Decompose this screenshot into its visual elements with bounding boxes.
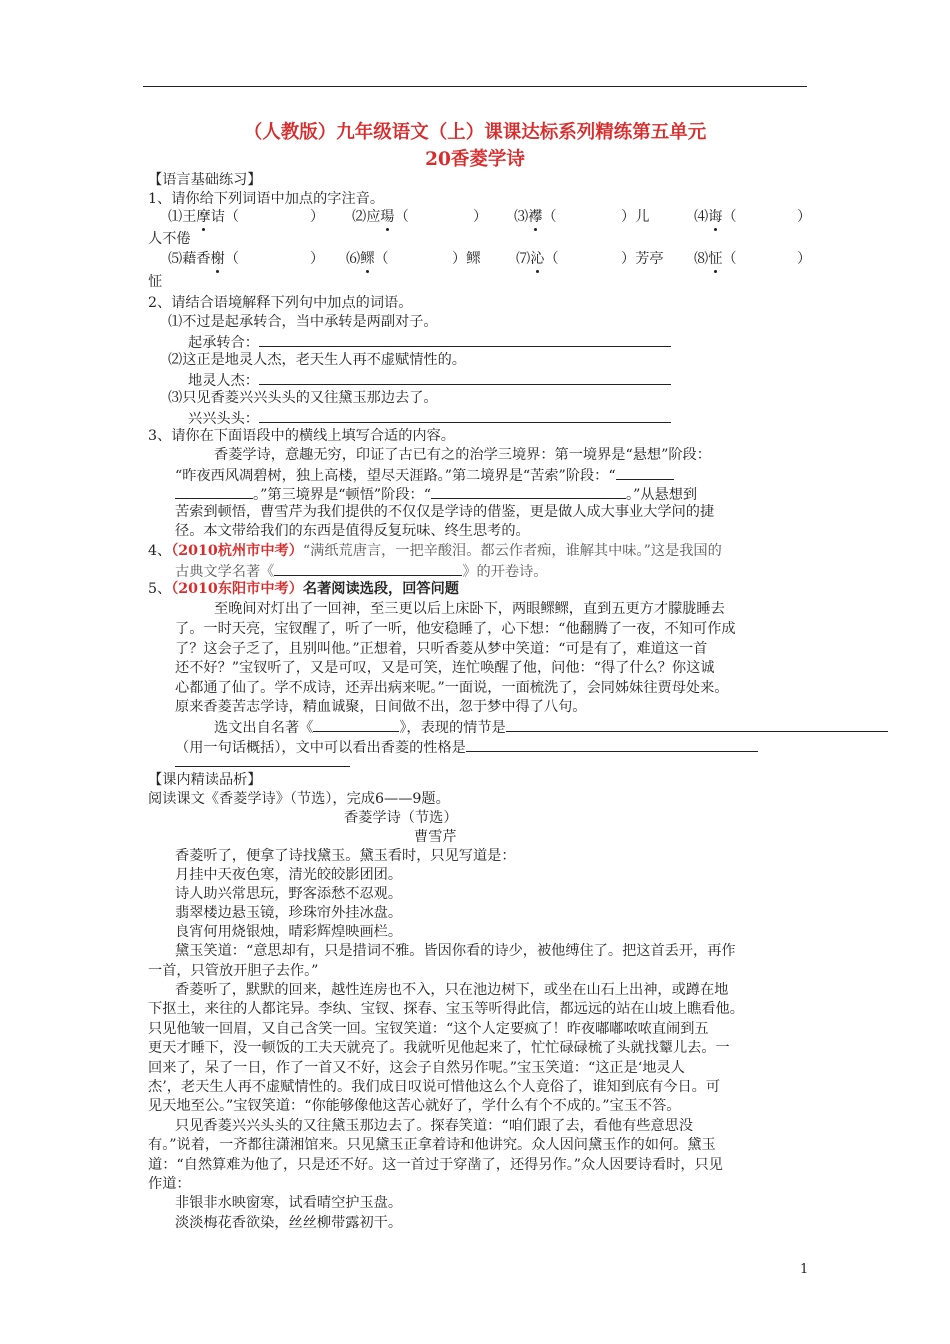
q3-blank-1b[interactable]: [175, 484, 253, 499]
q4-line-2: 古典文学名著《 》的开卷诗。: [175, 561, 547, 582]
q2-label-2: 地灵人杰：: [188, 370, 671, 391]
q5-ask-1: 选文出自名著《 》，表现的情节是: [214, 717, 888, 738]
top-rule: [143, 86, 807, 87]
q3-line-3: 。”第三境界是“顿悟”阶段：“ 。”从悬想到: [175, 484, 697, 505]
q1-item-5: ⑸藉香榭（: [168, 251, 239, 267]
q1-item-8-close: ）: [797, 251, 812, 267]
reading-poem-2: 诗人助兴常思玩，野客添愁不忍观。: [175, 886, 403, 902]
q1-item-4: ⑷诲（: [694, 209, 737, 225]
q5-para-3: 了？这会子乏了，且别叫他。”正想着，只听香菱从梦中笑道：“可是有了，难道这一首: [175, 641, 708, 657]
reading-author: 曹雪芹: [414, 829, 457, 845]
q2-sentence-3: ⑶只见香菱兴兴头头的又往黛玉那边去了。: [168, 390, 438, 406]
reading-para-line-9: 只见香菱兴兴头头的又往黛玉那边去了。探春笑道：“咱们跟了去，看他有些意思没: [175, 1118, 694, 1134]
reading-para-line-10: 有。”说着，一齐都往潇湘馆来。只见黛玉正拿着诗和他讲究。众人因问黛玉作的如何。黛玉: [148, 1137, 716, 1153]
q1-stem: 1、请你给下列词语中加点的字注音。: [148, 191, 385, 207]
q5-header: 5、（2010东阳市中考）名著阅读选段，回答问题: [148, 581, 459, 597]
q5-para-6: 原来香菱苦志学诗，精血诚聚，日间做不出，忽于梦中得了八句。: [175, 699, 587, 715]
q3-line-1: 香菱学诗，意趣无穷，印证了古已有之的治学三境界：第一境界是“悬想”阶段：: [214, 447, 711, 463]
section-header-basic: 【语言基础练习】: [148, 172, 262, 188]
q4-source: （2010杭州市中考）: [171, 543, 303, 559]
reading-poem-1: 月挂中天夜色寒，清光皎皎影团团。: [175, 867, 403, 883]
reading-poem-3: 翡翠楼边悬玉镜，珍珠帘外挂冰盘。: [175, 905, 403, 921]
q1-item-5-close: ）: [310, 251, 325, 267]
doc-title-line1: （人教版）九年级语文（上）课课达标系列精练第五单元: [243, 122, 707, 143]
q3-blank-1a[interactable]: [616, 465, 674, 480]
q5-para-4: 还不好？”宝钗听了，又是可叹，又是可笑，连忙唤醒了他，问他：“得了什么？你这诚: [175, 660, 715, 676]
doc-title-line2: 20香菱学诗: [425, 149, 525, 170]
reading-para-line-1: 一首，只管放开胆子去作。”: [148, 963, 319, 979]
q5-para-1: 至晚间对灯出了一回神，至三更以后上床卧下，两眼鳏鳏，直到五更方才朦胧睡去: [214, 601, 725, 617]
q2-answer-3-line[interactable]: [259, 408, 671, 423]
q2-answer-1-line[interactable]: [259, 332, 671, 347]
reading-para-line-2: 香菱听了，默默的回来，越性连房也不入，只在池边树下，或坐在山石上出神，或蹲在地: [175, 982, 729, 998]
q1-row1-continuation: 人不倦: [148, 231, 191, 247]
q5-para-2: 了。一时天亮，宝钗醒了，听了一听，他安稳睡了，心下想：“他翻腾了一夜，不知可作成: [175, 621, 736, 637]
q2-answer-2-line[interactable]: [259, 370, 671, 385]
q3-blank-2[interactable]: [431, 484, 626, 499]
q5-blank-book[interactable]: [313, 717, 399, 732]
q5-blank-character-cont[interactable]: [175, 766, 350, 767]
q1-row2-continuation: 怔: [148, 274, 163, 290]
q1-item-1: ⑴王摩诘（: [168, 209, 239, 225]
q5-para-5: 心都通了仙了。学不成诗，还弄出病来呢。”一面说，一面梳洗了，会同姊妹往贾母处来。: [175, 680, 729, 696]
page-number: 1: [800, 1262, 809, 1277]
q1-item-3: ⑶襻（: [514, 209, 557, 225]
reading-para-line-11: 道：“自然算难为他了，只是还不好。这一首过于穿凿了，还得另作。”众人因要诗看时，只见: [148, 1157, 723, 1173]
q4-blank[interactable]: [274, 561, 462, 576]
q5-blank-character[interactable]: [466, 737, 758, 752]
q1-item-2-close: ）: [473, 209, 488, 225]
q1-item-2: ⑵应瑒（: [352, 209, 409, 225]
q1-item-3-close: ）儿: [621, 209, 650, 225]
reading-para-line-8: 见天地至公。”宝钗笑道：“你能够像他这苦心就好了，学什么有个不成的。”宝玉不答。: [148, 1098, 681, 1114]
reading-intro: 阅读课文《香菱学诗》（节选），完成6——9题。: [148, 791, 450, 807]
q4-line-1: 4、（2010杭州市中考）“满纸荒唐言，一把辛酸泪。都云作者痴，谁解其中味。”这是我国的: [148, 543, 722, 559]
q1-item-6-close: ）鳏: [452, 251, 481, 267]
q5-blank-plot[interactable]: [506, 717, 888, 732]
q1-item-7-close: ）芳亭: [621, 251, 664, 267]
reading-poem2-1: 非银非水映窗寒，试看晴空护玉盘。: [175, 1195, 403, 1211]
reading-poem-4: 良宵何用烧银烛，晴彩辉煌映画栏。: [175, 924, 403, 940]
q5-source: （2010东阳市中考）: [171, 581, 303, 597]
reading-para-line-4: 只见他皱一回眉，又自己含笑一回。宝钗笑道：“这个人定要疯了！昨夜嘟嘟哝哝直闹到五: [148, 1021, 709, 1037]
reading-line-1: 香菱听了，便拿了诗找黛玉。黛玉看时，只见写道是：: [175, 848, 516, 864]
q3-line-4: 苦索到顿悟，曹雪芹为我们提供的不仅仅是学诗的借鉴，更是做人成大事业大学问的捷: [175, 504, 715, 520]
q1-item-8: ⑻怔（: [694, 251, 737, 267]
q2-sentence-1: ⑴不过是起承转合，当中承转是两副对子。: [168, 314, 438, 330]
reading-line-6: 黛玉笑道：“意思却有，只是措词不雅。皆因你看的诗少，被他缚住了。把这首丢开，再作: [175, 943, 736, 959]
q1-item-4-close: ）: [797, 209, 812, 225]
q3-stem: 3、请你在下面语段中的横线上填写合适的内容。: [148, 428, 455, 444]
q3-line-2: “昨夜西风凋碧树，独上高楼，望尽天涯路。”第二境界是“苦索”阶段：“: [175, 465, 674, 486]
q3-line-5: 径。本文带给我们的东西是值得反复玩味、终生思考的。: [175, 523, 530, 539]
reading-para-line-6: 回来了，呆了一日，作了一首又不好，这会子自然另作呢。”宝玉笑道：“这正是‘地灵人: [148, 1060, 685, 1076]
q2-label-1: 起承转合：: [188, 332, 671, 353]
section-header-reading: 【课内精读品析】: [148, 772, 262, 788]
reading-para-line-5: 更天才睡下，没一顿饭的工夫天就亮了。我就听见他起来了，忙忙碌碌梳了头就找颦儿去。一: [148, 1040, 730, 1056]
reading-para-line-3: 下抠土，来往的人都诧异。李纨、宝钗、探春、宝玉等听得此信，都远远的站在山坡上瞧看他。: [148, 1001, 744, 1017]
q1-item-1-close: ）: [310, 209, 325, 225]
q1-item-7: ⑺沁（: [516, 251, 559, 267]
q1-item-6: ⑹鳏（: [346, 251, 389, 267]
reading-para-line-12: 作道：: [148, 1176, 191, 1192]
q2-sentence-2: ⑵这正是地灵人杰，老天生人再不虚赋情性的。: [168, 352, 466, 368]
q5-ask-2: （用一句话概括），文中可以看出香菱的性格是: [175, 737, 758, 758]
reading-para-line-7: 杰’，老天生人再不虚赋情性的。我们成日叹说可惜他这么个人竟俗了，谁知到底有今日。可: [148, 1079, 721, 1095]
reading-text-title: 香菱学诗（节选）: [344, 810, 458, 826]
q2-label-3: 兴兴头头：: [188, 408, 671, 429]
reading-poem2-2: 淡淡梅花香欲染，丝丝柳带露初干。: [175, 1215, 403, 1231]
q2-stem: 2、请结合语境解释下列句中加点的词语。: [148, 295, 413, 311]
